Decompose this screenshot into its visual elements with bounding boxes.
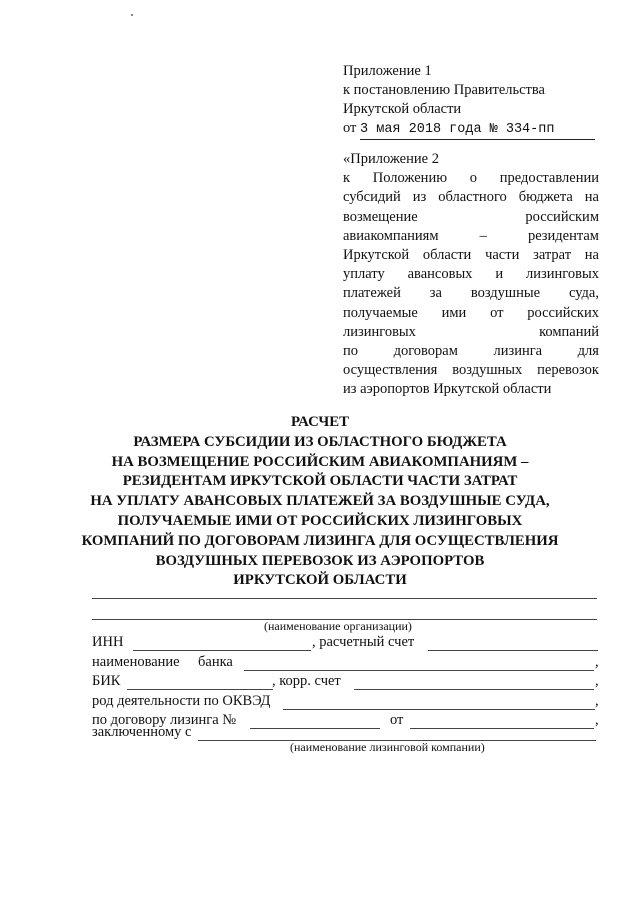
appendix-2-word: областного xyxy=(438,189,507,206)
lease-date-field[interactable] xyxy=(410,728,594,729)
org-name-caption: (наименование организации) xyxy=(264,619,412,633)
title-line: НА УПЛАТУ АВАНСОВЫХ ПЛАТЕЖЕЙ ЗА ВОЗДУШНЫЕ СУДА, xyxy=(90,493,550,510)
appendix-1-block xyxy=(343,62,599,140)
okved-field[interactable] xyxy=(283,709,595,710)
appendix-2-word: за xyxy=(429,285,442,302)
inn-field[interactable] xyxy=(133,650,311,651)
appendix-2-word: российским xyxy=(525,208,599,225)
lease-date-label: от xyxy=(390,712,404,728)
appendix-2-word: лизинговых xyxy=(343,323,416,340)
appendix-2-word: субсидий xyxy=(343,189,401,206)
title-line: РАСЧЕТ xyxy=(290,414,349,430)
appendix-2-line xyxy=(343,265,599,284)
appendix-2-word: о xyxy=(469,170,478,187)
appendix-2-line xyxy=(343,227,599,246)
appendix-2-line xyxy=(343,208,599,227)
title-line: НА ВОЗМЕЩЕНИЕ РОССИЙСКИМ АВИАКОМПАНИЯМ – xyxy=(111,453,529,470)
appendix-2-word: – xyxy=(479,227,487,244)
appendix-2-block xyxy=(343,150,599,400)
scan-artifact xyxy=(131,14,133,16)
lease-number-field[interactable] xyxy=(250,728,380,729)
appendix-2-word: на xyxy=(584,189,599,206)
appendix-2-word: Положению xyxy=(372,170,448,187)
appendix-2-word: и xyxy=(495,266,504,283)
appendix-2-line xyxy=(343,304,599,323)
appendix-2-title: «Приложение 2 xyxy=(343,151,439,167)
appendix-2-line xyxy=(343,361,599,380)
document-title xyxy=(60,413,580,591)
appendix-2-line xyxy=(343,284,599,303)
title-line: РЕЗИДЕНТАМ ИРКУТСКОЙ ОБЛАСТИ ЧАСТИ ЗАТРАТ xyxy=(122,473,518,490)
lease-contract-label: по договору лизинга № xyxy=(92,712,237,728)
bik-label: БИК xyxy=(92,673,121,689)
title-line: ВОЗДУШНЫХ ПЕРЕВОЗОК ИЗ АЭРОПОРТОВ xyxy=(155,552,485,569)
appendix-1-region: Иркутской области xyxy=(343,101,462,117)
appendix-2-word: из xyxy=(412,189,427,206)
appendix-2-word: российских xyxy=(527,304,599,321)
appendix-2-word: уплату xyxy=(343,266,385,283)
appendix-1-date-line xyxy=(343,119,599,140)
corr-comma: , xyxy=(595,673,599,689)
corr-account-field[interactable] xyxy=(354,689,594,690)
appendix-2-word: для xyxy=(577,343,599,360)
bank-name-field[interactable] xyxy=(244,670,594,671)
lease-comma: , xyxy=(595,712,599,728)
concluded-with-label: заключенному с xyxy=(92,724,192,740)
appendix-2-word: возмещение xyxy=(343,208,418,225)
bank-label-1: наименование xyxy=(92,654,180,670)
lessor-caption: (наименование лизинговой компании) xyxy=(290,740,485,754)
appendix-2-word: резидентам xyxy=(527,227,599,244)
appendix-2-line xyxy=(343,342,599,361)
appendix-1-resolution: к постановлению Правительства xyxy=(343,82,545,98)
appendix-2-word: лизинга xyxy=(493,343,543,360)
appendix-2-line xyxy=(343,188,599,207)
appendix-2-word: области xyxy=(422,247,472,264)
inn-label: ИНН xyxy=(92,634,124,650)
appendix-2-word: ими xyxy=(441,304,467,321)
appendix-2-word: бюджета xyxy=(518,189,573,206)
appendix-2-word: перевозок xyxy=(537,362,599,379)
date-prefix: от xyxy=(343,120,357,136)
org-name-line-1 xyxy=(92,598,597,599)
appendix-2-word: воздушных xyxy=(452,362,523,379)
account-label: , расчетный счет xyxy=(312,634,415,650)
appendix-2-word: компаний xyxy=(539,323,599,340)
appendix-2-word: договорам xyxy=(393,343,458,360)
appendix-2-word: суда, xyxy=(568,285,599,302)
appendix-2-word: воздушные xyxy=(470,285,541,302)
appendix-2-word: получаемые xyxy=(343,304,418,321)
okved-comma: , xyxy=(595,693,599,709)
appendix-2-word: затрат xyxy=(533,247,572,264)
corr-account-label: , корр. счет xyxy=(272,673,341,689)
title-line: РАЗМЕРА СУБСИДИИ ИЗ ОБЛАСТНОГО БЮДЖЕТА xyxy=(133,433,507,450)
appendix-2-word: авансовых xyxy=(407,266,473,283)
appendix-2-word: осуществления xyxy=(343,362,438,379)
appendix-2-word: к xyxy=(343,170,351,187)
title-line: ПОЛУЧАЕМЫЕ ИМИ ОТ РОССИЙСКИХ ЛИЗИНГОВЫХ xyxy=(117,512,523,529)
appendix-2-word: платежей xyxy=(343,285,401,302)
appendix-2-line xyxy=(343,246,599,265)
appendix-2-word: авиакомпаниям xyxy=(343,227,439,244)
bank-comma: , xyxy=(595,654,599,670)
appendix-2-word: предоставлении xyxy=(499,170,599,187)
bank-label-2: банка xyxy=(198,654,233,670)
title-line: ИРКУТСКОЙ ОБЛАСТИ xyxy=(233,572,407,589)
date-stamp: 3 мая 2018 года № 334-пп xyxy=(360,122,555,137)
title-line: КОМПАНИЙ ПО ДОГОВОРАМ ЛИЗИНГА ДЛЯ ОСУЩЕСТВЛЕНИЯ xyxy=(81,532,559,549)
appendix-2-word: Иркутской xyxy=(343,247,410,264)
appendix-2-text xyxy=(343,169,599,380)
appendix-1-title: Приложение 1 xyxy=(343,63,432,79)
appendix-2-word: лизинговых xyxy=(526,266,599,283)
appendix-2-line xyxy=(343,323,599,342)
appendix-2-word: части xyxy=(485,247,520,264)
okved-label: род деятельности по ОКВЭД xyxy=(92,693,271,709)
appendix-2-line xyxy=(343,169,599,188)
appendix-2-word: по xyxy=(343,343,359,360)
appendix-2-last-line: из аэропортов Иркутской области xyxy=(343,381,552,398)
bik-field[interactable] xyxy=(127,689,273,690)
account-field[interactable] xyxy=(428,650,598,651)
appendix-2-word: от xyxy=(490,304,504,321)
appendix-2-word: на xyxy=(584,247,599,264)
date-underline xyxy=(360,119,595,140)
